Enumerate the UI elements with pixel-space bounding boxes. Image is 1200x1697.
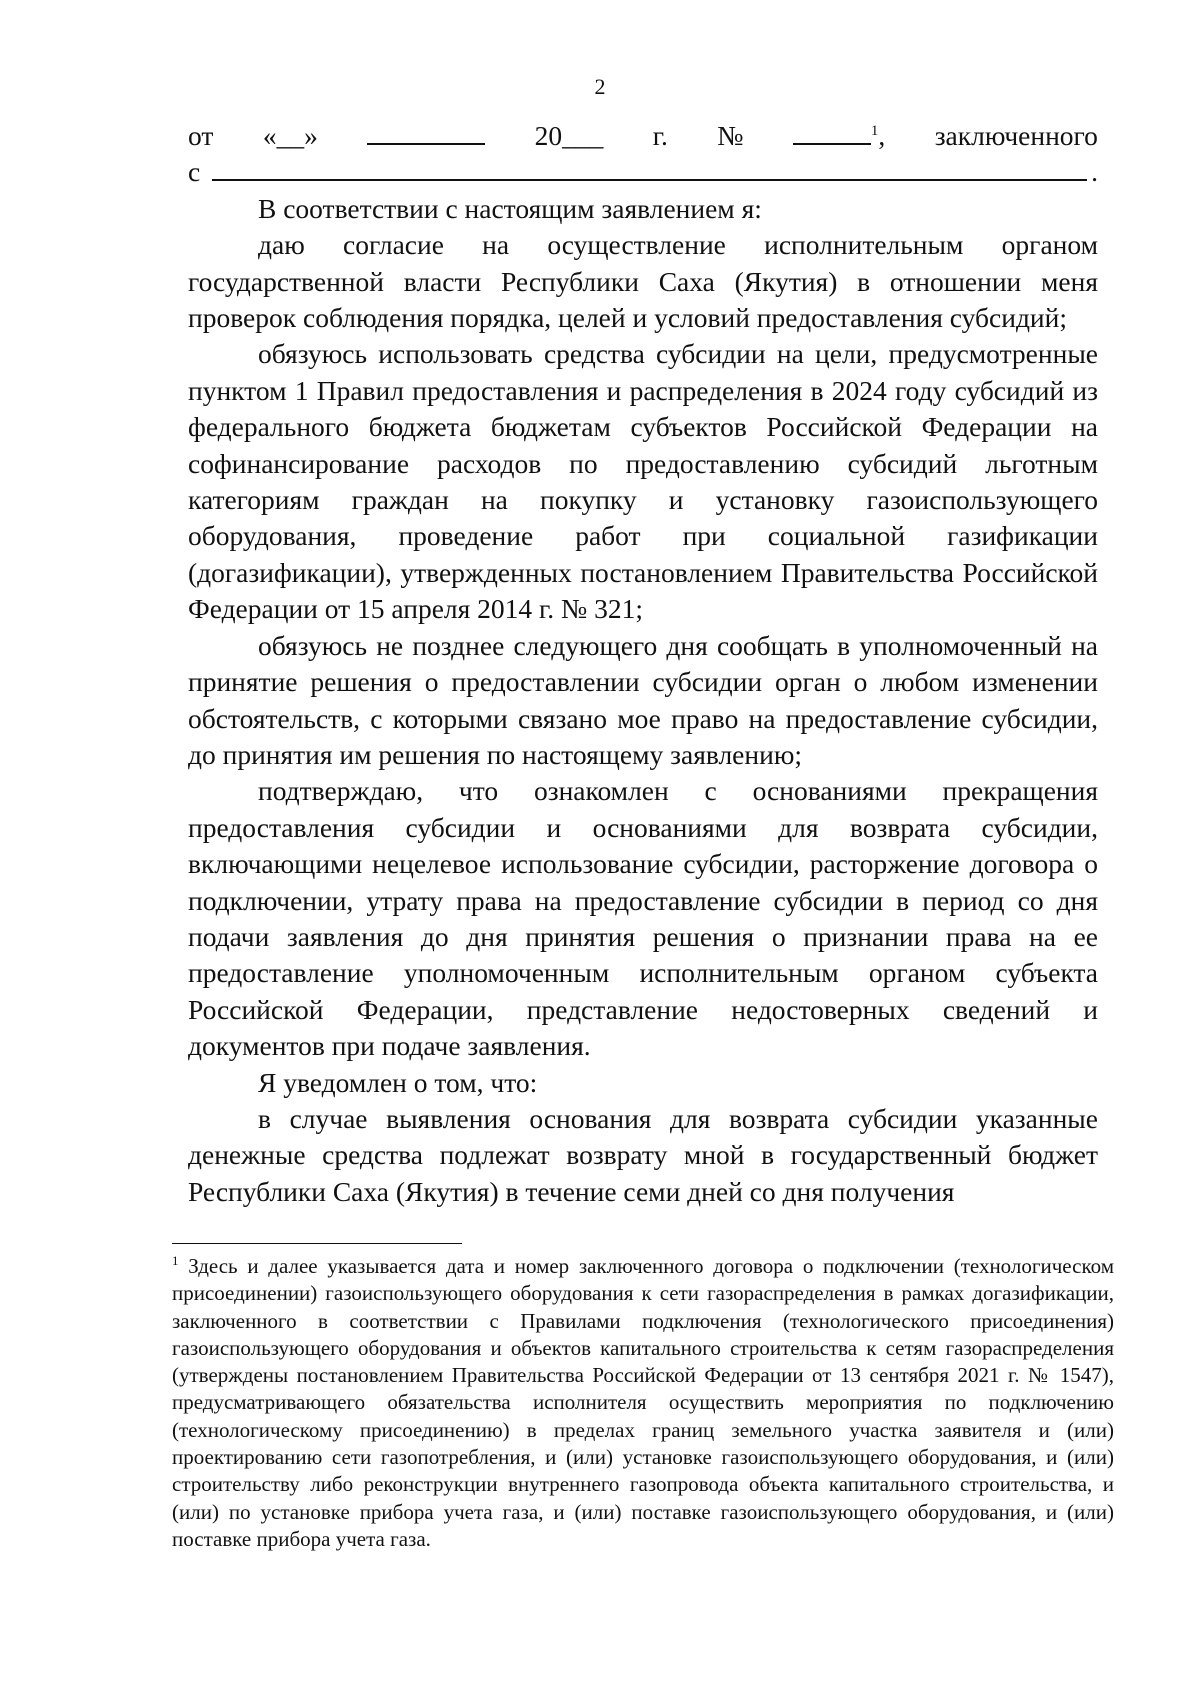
paragraph: обязуюсь использовать средства субсидии на цели, предусмотренные пунктом 1 Правил предоставления и распределения в 2024 году субсидий из федерального бюджета бюджетам субъектов Российской Федерации на софинансирование расходов по предоставлению субсидий льготным категориям граждан на покупку и установку газоиспользующего оборудования, проведение работ при социальной газификации (догазификации), утвержденных постановлением Правительства Российской Федерации от 15 апреля 2014 г. № 321;	[188, 338, 1098, 625]
paragraph: в случае выявления основания для возврата субсидии указанные денежные средства подлежат возврату мной в государственный бюджет Республики Саха (Якутия) в течение семи дней со дня получения	[188, 1102, 1098, 1207]
footnote-separator	[172, 1243, 462, 1244]
year-prefix: 20___	[534, 120, 604, 151]
number-blank	[793, 119, 871, 145]
footnote-mark: 1	[172, 1253, 179, 1268]
contract-date-line	[188, 118, 1098, 154]
line-period: .	[1091, 156, 1098, 188]
document-body	[188, 118, 1098, 1210]
number-sign: №	[717, 120, 744, 151]
footnote-reference: 1	[870, 122, 879, 139]
month-blank	[367, 119, 485, 145]
number-group	[793, 118, 885, 154]
counterparty-blank	[212, 155, 1087, 181]
year-suffix: г.	[652, 120, 668, 151]
comma: ,	[878, 120, 886, 151]
footnote-text: Здесь и далее указывается дата и номер заключенного договора о подключении (технологическом присоединении) газоиспользующего оборудования к сети газораспределения в рамках догазификации, заключенного в соответствии с Правилами подключения (технологического присоединения) газоиспользующего оборудования и объектов капитального строительства к сетям газораспределения (утверждены постановлением Правительства Российской Федерации от 13 сентября 2021 г. № 1547), предусматривающего обязательства исполнителя осуществить мероприятия по подключению (технологическому присоединению) в пределах границ земельного участка заявителя и (или) проектированию сети газопотребления, и (или) установке газоиспользующего оборудования, и (или) строительству либо реконструкции внутреннего газопровода объекта капитального строительства, и (или) по установке прибора учета газа, и (или) поставке газоиспользующего оборудования, и (или) поставке прибора учета газа.	[172, 1254, 1114, 1551]
page-number: 2	[594, 74, 606, 99]
paragraph: подтверждаю, что ознакомлен с основаниями прекращения предоставления субсидии и основаниями для возврата субсидии, включающими нецелевое использование субсидии, расторжение договора о подключении, утрату права на предоставление субсидии в период со дня подачи заявления до дня принятия решения о признании права на ее предоставление уполномоченным исполнительным органом субъекта Российской Федерации, представление недостоверных сведений и документов при подаче заявления.	[188, 775, 1098, 1062]
concluded-label: заключенного	[934, 120, 1098, 151]
day-quotes: «__»	[262, 120, 318, 151]
paragraph: обязуюсь не позднее следующего дня сообщать в уполномоченный на принятие решения о предоставлении субсидии орган о любом изменении обстоятельств, с которыми связано мое право на предоставление субсидии, до принятия им решения по настоящему заявлению;	[188, 629, 1098, 770]
footnote	[172, 1253, 1114, 1553]
paragraph: Я уведомлен о том, что:	[258, 1066, 538, 1098]
paragraph: В соответствии с настоящим заявлением я:	[258, 192, 762, 224]
paragraph: даю согласие на осуществление исполнительным органом государственной власти Республики Саха (Якутия) в отношении меня проверок соблюдения порядка, целей и условий предоставления субсидий;	[188, 229, 1098, 334]
counterparty-line	[188, 154, 1098, 190]
s-label: с	[188, 156, 201, 188]
ot-label: от	[188, 120, 214, 151]
